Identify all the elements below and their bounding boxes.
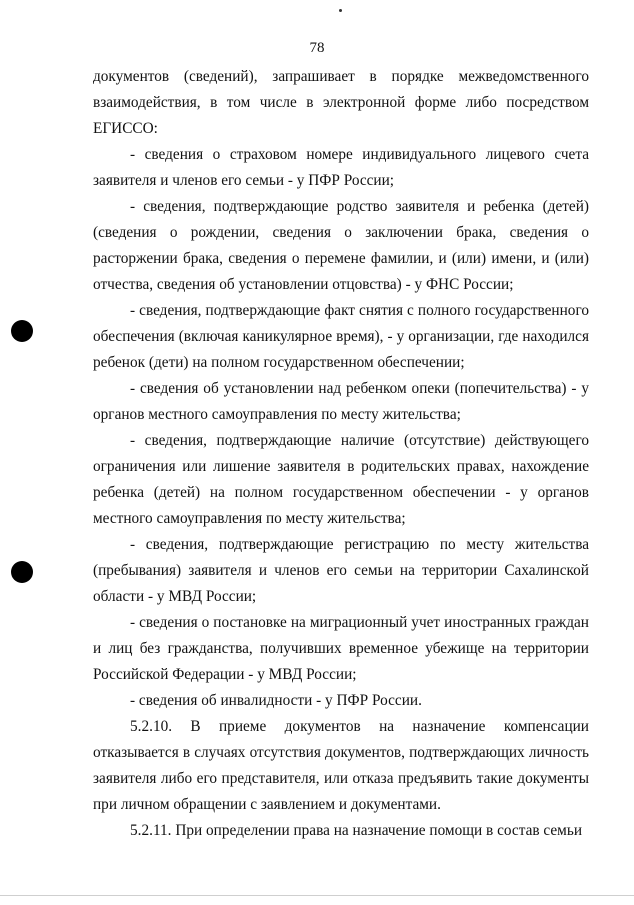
list-item-migration: - сведения о постановке на миграционный учет иностранных граждан и лиц без гражданства, получивших временное убежище на территории Российской Федерации - у МВД России; [93,614,589,683]
list-item-pfr-snils: - сведения о страховом номере индивидуального лицевого счета заявителя и членов его семьи - у ПФР России; [93,146,589,189]
paragraph-5-2-10: 5.2.10. В приеме документов на назначение компенсации отказывается в случаях отсутствия документов, подтверждающих личность заявителя либо его представителя, или отказа предъявить такие документы при личном обращении с заявлением и документами. [93,718,589,813]
list-item-disability: - сведения об инвалидности - у ПФР России. [130,692,422,709]
page-number: 78 [309,40,325,56]
binder-hole-top [11,320,33,342]
list-item-state-support: - сведения, подтверждающие факт снятия с полного государственного обеспечения (включая каникулярное время), - у организации, где находился ребенок (дети) на полном государственном обеспечении; [93,302,589,371]
list-item-guardianship: - сведения об установлении над ребенком опеки (попечительства) - у органов местного самоуправления по месту жительства; [93,380,589,423]
binder-hole-bottom [11,561,33,583]
paragraph-intro: документов (сведений), запрашивает в порядке межведомственного взаимодействия, в том числе в электронной форме либо посредством ЕГИССО: [93,68,589,137]
list-item-registration: - сведения, подтверждающие регистрацию по месту жительства (пребывания) заявителя и членов его семьи на территории Сахалинской области - у МВД России; [93,536,589,605]
list-item-fns-kinship: - сведения, подтверждающие родство заявителя и ребенка (детей) (сведения о рождении, сведения о заключении брака, сведения о расторжении брака, сведения о перемене фамилии, и (или) имени, и (или) отчества, сведения об установлении отцовства) - у ФНС России; [93,198,589,293]
paragraph-5-2-11: 5.2.11. При определении права на назначение помощи в состав семьи [130,822,583,839]
scan-speck [339,9,342,12]
scan-edge-line [0,895,634,896]
document-body [93,64,589,844]
list-item-parental-rights: - сведения, подтверждающие наличие (отсутствие) действующего ограничения или лишение заявителя в родительских правах, нахождение ребенка (детей) на полном государственном обеспечении - у органов местного самоуправления по месту жительства; [93,432,589,527]
